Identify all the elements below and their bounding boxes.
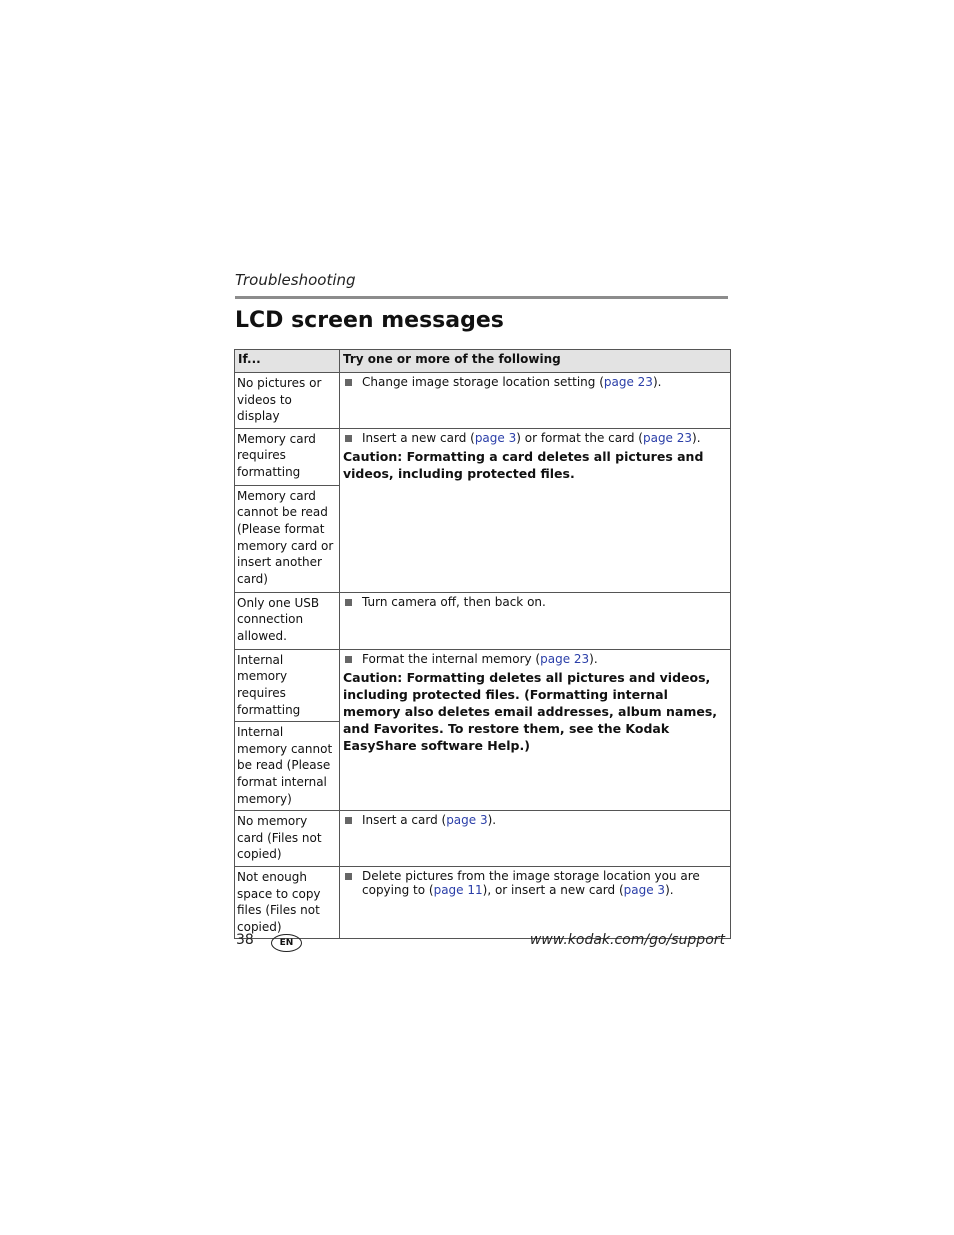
bullet-text-end: ). xyxy=(487,813,497,828)
bullet-square-icon xyxy=(345,873,352,880)
page-number: 38 xyxy=(236,932,254,948)
page-title: LCD screen messages xyxy=(235,308,504,333)
solution-cell xyxy=(340,866,731,938)
bullet-text: Insert a card ( xyxy=(362,813,447,828)
language-badge: EN xyxy=(271,934,302,952)
bullet-item xyxy=(343,431,727,445)
section-title: Troubleshooting xyxy=(235,271,356,289)
condition-cell: No memory card (Files not copied) xyxy=(235,811,340,867)
bullet-item xyxy=(343,375,727,389)
bullet-item xyxy=(343,652,727,666)
bullet-text-end: ). xyxy=(589,651,598,666)
page-link[interactable]: page 11 xyxy=(433,882,483,897)
support-url: www.kodak.com/go/support xyxy=(529,932,725,948)
table-row xyxy=(235,811,731,867)
condition-cell: Internal memory cannot be read (Please format internal memory) xyxy=(235,722,340,811)
bullet-square-icon xyxy=(345,435,352,442)
caution-text: Caution: Formatting deletes all pictures and videos, including protected files. (Formatting internal memory also deletes email addresses, album names, and Favorites. To restore them, see the Kodak EasyShare software Help.) xyxy=(343,669,718,753)
page-link[interactable]: page 3 xyxy=(446,813,488,828)
bullet-item xyxy=(343,595,727,609)
table-row xyxy=(235,866,731,938)
condition-cell: No pictures or videos to display xyxy=(235,373,340,429)
solution-cell xyxy=(340,428,731,592)
bullet-square-icon xyxy=(345,817,352,824)
bullet-text: Change image storage location setting ( xyxy=(362,375,604,389)
solution-cell xyxy=(340,592,731,649)
bullet-item xyxy=(343,813,727,827)
section-header xyxy=(235,270,728,299)
page-link[interactable]: page 23 xyxy=(603,375,653,389)
bullet-text: Format the internal memory ( xyxy=(362,651,541,666)
page-link[interactable]: page 23 xyxy=(642,430,693,445)
bullet-text: Turn camera off, then back on. xyxy=(362,594,546,609)
solution-cell xyxy=(340,811,731,867)
bullet-text-mid: ), or insert a new card ( xyxy=(482,882,624,897)
bullet-text-end: ). xyxy=(692,430,701,445)
bullet-square-icon xyxy=(345,599,352,606)
page-link[interactable]: page 23 xyxy=(540,651,590,666)
bullet-square-icon xyxy=(345,656,352,663)
page-link[interactable]: page 3 xyxy=(474,430,517,445)
bullet-text-end: ). xyxy=(652,375,662,389)
table-row xyxy=(235,373,731,429)
bullet-text-end: ). xyxy=(665,882,674,897)
condition-cell: Not enough space to copy files (Files not copied) xyxy=(235,866,340,938)
bullet-text-mid: ) or format the card ( xyxy=(516,430,643,445)
messages-table xyxy=(234,349,731,939)
solution-cell xyxy=(340,373,731,429)
solution-cell xyxy=(340,649,731,810)
table-row xyxy=(235,428,731,485)
caution-text: Caution: Formatting a card deletes all pictures and videos, including protected files. xyxy=(343,448,704,481)
column-header-try: Try one or more of the following xyxy=(340,350,731,373)
bullet-text: Insert a new card ( xyxy=(362,430,475,445)
bullet-item xyxy=(343,869,727,897)
column-header-if: If... xyxy=(235,350,340,373)
condition-cell: Memory card cannot be read (Please format memory card or insert another card) xyxy=(235,485,340,592)
condition-cell: Memory card requires formatting xyxy=(235,428,340,485)
condition-cell: Only one USB connection allowed. xyxy=(235,592,340,649)
bullet-square-icon xyxy=(345,379,352,386)
page-link[interactable]: page 3 xyxy=(623,882,666,897)
bullet-text: Delete pictures from the image storage location you are copying to ( xyxy=(362,868,700,897)
condition-cell: Internal memory requires formatting xyxy=(235,649,340,721)
table-header-row xyxy=(235,350,731,373)
table-row xyxy=(235,649,731,721)
table-row xyxy=(235,592,731,649)
